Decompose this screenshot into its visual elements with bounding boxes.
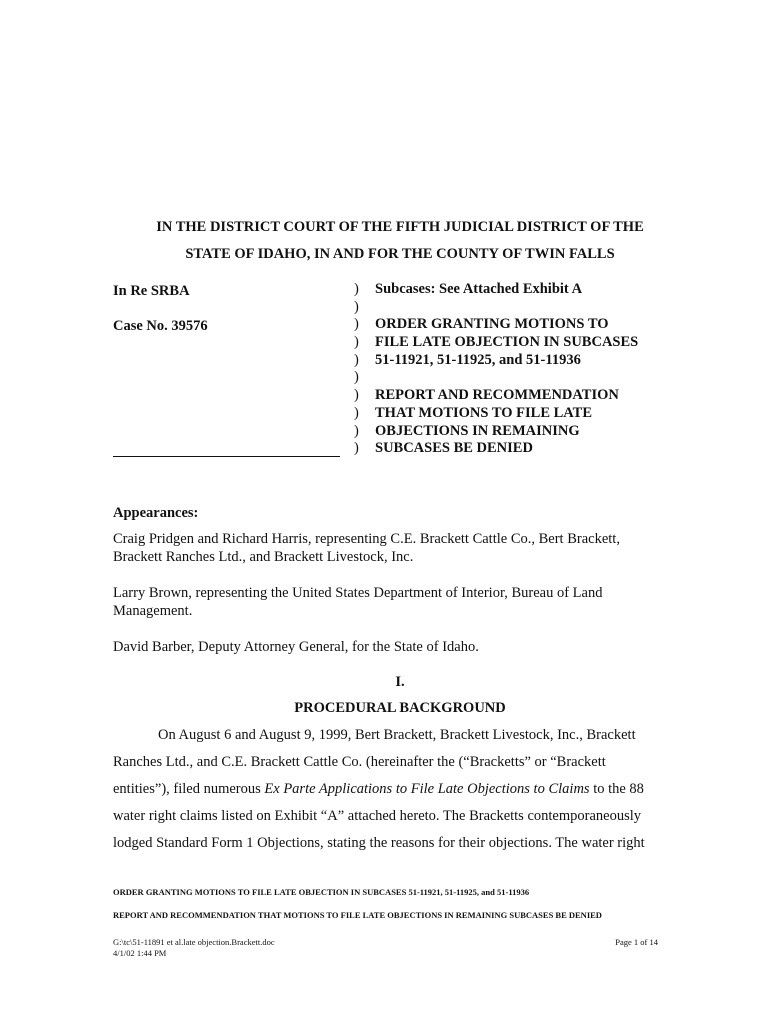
caption-paren: ) [354, 316, 359, 333]
court-title-line2: STATE OF IDAHO, IN AND FOR THE COUNTY OF TWIN FALLS [185, 246, 615, 262]
body-line: On August 6 and August 9, 1999, Bert Brackett, Brackett Livestock, Inc., Brackett [158, 727, 636, 743]
caption-paren: ) [354, 369, 359, 386]
section-number: I. [395, 674, 405, 690]
court-title-line1: IN THE DISTRICT COURT OF THE FIFTH JUDICIAL DISTRICT OF THE [156, 219, 644, 235]
caption-spacer [375, 369, 638, 387]
case-number: Case No. 39576 [113, 318, 208, 334]
caption-paren: ) [354, 351, 359, 368]
report-title-line: SUBCASES BE DENIED [375, 440, 533, 457]
appearance-paragraph: David Barber, Deputy Attorney General, for the State of Idaho. [113, 639, 479, 655]
caption-paren: ) [354, 298, 359, 315]
in-re-label: In Re SRBA [113, 283, 190, 299]
order-title-line: FILE LATE OBJECTION IN SUBCASES [375, 334, 639, 351]
body-line: water right claims listed on Exhibit “A” attached hereto. The Bracketts contemporaneously [113, 808, 642, 824]
caption-paren: ) [354, 281, 359, 297]
footer-timestamp: 4/1/02 1:44 PM [113, 948, 167, 958]
body-text-span: entities”), filed numerous [113, 781, 265, 797]
report-title-line: THAT MOTIONS TO FILE LATE [375, 404, 593, 421]
appearances-heading: Appearances: [113, 505, 199, 521]
caption-spacer [375, 299, 638, 317]
body-line [113, 776, 673, 803]
caption-paren: ) [354, 334, 359, 351]
footer-order-title: ORDER GRANTING MOTIONS TO FILE LATE OBJECTION IN SUBCASES 51-11921, 51-11925, and 51-11936 [113, 887, 530, 897]
appearance-paragraph: Larry Brown, representing the United States Department of Interior, Bureau of Land Management. [113, 585, 603, 619]
order-title-line: 51-11921, 51-11925, and 51-11936 [375, 351, 581, 368]
order-title-line: ORDER GRANTING MOTIONS TO [375, 316, 609, 333]
caption-paren: ) [354, 404, 359, 421]
section-title: PROCEDURAL BACKGROUND [294, 700, 506, 716]
footer-page-number: Page 1 of 14 [615, 937, 658, 947]
report-title-line: OBJECTIONS IN REMAINING [375, 422, 580, 439]
body-line: Ranches Ltd., and C.E. Brackett Cattle Co. (hereinafter the (“Bracketts” or “Brackett [113, 754, 606, 770]
caption-right-column [375, 281, 638, 458]
footer-report-title: REPORT AND RECOMMENDATION THAT MOTIONS TO FILE LATE OBJECTIONS IN REMAINING SUBCASES BE DENIED [113, 910, 602, 920]
caption-paren: ) [354, 440, 359, 457]
body-paragraph [113, 722, 673, 857]
appearance-paragraph: Craig Pridgen and Richard Harris, representing C.E. Brackett Cattle Co., Bert Brackett, Brackett Ranches Ltd., and Brackett Livestock, Inc. [113, 531, 620, 565]
application-title: Ex Parte Applications to File Late Objections to Claims [264, 781, 590, 797]
caption-rule [113, 456, 340, 457]
body-text-span: to the 88 [589, 781, 644, 797]
report-title-line: REPORT AND RECOMMENDATION [375, 387, 619, 404]
caption-paren: ) [354, 422, 359, 439]
subcases-label: Subcases: See Attached Exhibit A [375, 281, 583, 297]
caption-paren: ) [354, 387, 359, 404]
caption-paren-column [354, 281, 359, 458]
body-line: lodged Standard Form 1 Objections, stating the reasons for their objections. The water right [113, 835, 645, 851]
footer-file-path: G:\tc\51-11891 et al.late objection.Brackett.doc [113, 937, 275, 947]
